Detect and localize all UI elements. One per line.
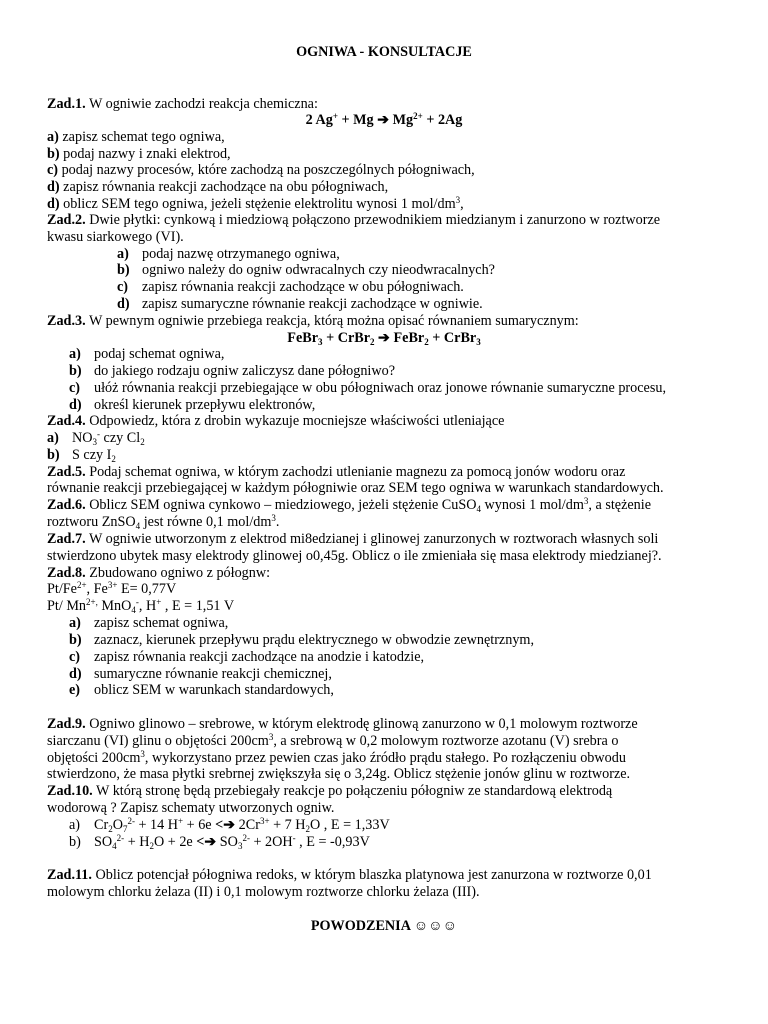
task-1-item-d: d) zapisz równania reakcji zachodzące na obu półogniwach, (47, 179, 389, 195)
task-4-intro: Zad.4. Odpowiedz, która z drobin wykazuje mocniejsze właściwości utleniające (47, 413, 505, 429)
document-page: OGNIWA - KONSULTACJE Zad.1. W ogniwie zachodzi reakcja chemiczna: 2 Ag+ + Mg ➔ $Mg^{2+} + 2Ag$ a) zapisz schemat tego ogniwa, b) podaj nazwy i znaki elektrod, c) podaj nazwy procesów, które zachodzą na poszczególnych półogniwach, d) zapisz równania reakcji zachodzące na obu półogniwach, d) oblicz SEM tego ogniwa, jeżeli stężenie elektrolitu wynosi 1 mol/$dm^3$, Zad.2. Dwie płytki: cynkową i miedziową połączono przewodnikiem miedzianym i zanurzono w roztworze kwasu siarkowego (VI). a) podaj nazwę otrzymanego ogniwa, b) ogniwo należy do ogniw odwracalnych czy nieodwracalnych? c) zapisz równania reakcji zachodzące w obu półogniwach. d) zapisz sumaryczne równanie reakcji zachodzące w ogniwie. Zad.3. W pewnym ogniwie przebiega reakcja, którą można opisać równaniem sumarycznym: FeBr$_3$ + CrBr$_2$ ➔ FeBr$_2$ + CrBr$_3$ a) podaj schemat ogniwa, b) do jakiego rodzaju ogniw zaliczysz dane półogniwo? c) ułóż równania reakcji przebiegające w obu półogniwach oraz jonowe równanie sumaryczne procesu, d) określ kierunek przepływu elektronów, Zad.4. Odpowiedz, która z drobin wykazuje mocniejsze właściwości utleniające a) $NO_3^-$ czy $Cl_2$ b) S czy $I_2$ Zad.5. Podaj schemat ogniwa, w którym zachodzi utlenianie magnezu za pomocą jonów wodoru oraz równanie reakcji przebiegającej w każdym półogniwie oraz SEM tego ogniwa w warunkach standardowych. Zad.6. Oblicz SEM ogniwa cynkowo – miedziowego, jeżeli stężenie CuSO$_4$ wynosi 1 mol/$dm^3$, a stężenie roztworu ZnSO$_4$ jest równe 0,1 mol/$dm^3$. Zad.7. W ogniwie utworzonym z elektrod mi8edzianej i glinowej zanurzonych w roztworach własnych soli stwierdzono ubytek masy elektrody glinowej o0,45g. Oblicz o ile zmieniała się masa elektrody miedzianej?. Zad.8. Zbudowano ogniwo z półognw: $Pt/Fe^{2+}$, $Fe^{3+}$ E= 0,77V Pt/ $Mn^{2+,}$ MnO$_4$-, H+ , E = 1,51 V a) zapisz schemat ogniwa, b) zaznacz, kierunek przepływu prądu elektrycznego w obwodzie zewnętrznym, c) zapisz równania reakcji zachodzące na anodzie i katodzie, d) sumaryczne równanie reakcji chemicznej, e) oblicz SEM w warunkach standardowych, Zad.9. Ogniwo glinowo – srebrowe, w którym elektrodę glinową zanurzono w 0,1 molowym roztworze siarczanu (VI) glinu o objętości $200cm^3$, a srebrową w 0,2 molowym roztworze azotanu (V) srebra o objętości $200cm^3$, wykorzystano przez pewien czas jako źródło prądu stałego. Po rozłączeniu obwodu stwierdzono, że masa płytki srebrnej zwiększyła się o 3,24g. Oblicz stężenie jonów glinu w roztworze. Zad.10. W którą stronę będą przebiegały reakcje po połączeniu półogniw ze standardową elektrodą wodorową ? Zapisz schematy utworzonych ogniw. a) $Cr_2O_7^{2-} + 14$ H+ + 6e <➔ $2Cr^{3+} + 7$ $H_2O$ , E = 1,33V b) $SO_4^{2-} + H_2O + 2e$ <➔ $SO_3^{2-} + 2OH^-$ , E = -0,93V Zad.11. Oblicz potencjał półogniwa redoks, w którym blaszka platynowa jest zanurzona w roztworze 0,01 molowym chlorku żelaza (II) i 0,1 molowym roztworze chlorku żelaza (III). POWODZENIA ☺☺☺ (0, 0, 768, 1024)
task-11-intro-cont: molowym chlorku żelaza (II) i 0,1 molowym roztworze chlorku żelaza (III). (47, 884, 480, 900)
task-9-line-4: stwierdzono, że masa płytki srebrnej zwiększyła się o 3,24g. Oblicz stężenie jonów glinu w roztworze. (47, 766, 631, 782)
task-10-intro-cont: wodorową ? Zapisz schematy utworzonych ogniw. (47, 800, 335, 816)
task-5-intro: Zad.5. Podaj schemat ogniwa, w którym zachodzi utlenianie magnezu za pomocą jonów wodoru oraz (47, 464, 626, 480)
task-6-intro-cont: roztworu ZnSO$_4$ jest równe 0,1 mol/$dm^3$. (47, 513, 280, 531)
page-title: OGNIWA - KONSULTACJE (296, 44, 472, 60)
task-9-intro: Zad.9. Ogniwo glinowo – srebrowe, w którym elektrodę glinową zanurzono w 0,1 molowym roztworze (47, 716, 638, 732)
task-1-item-a: a) zapisz schemat tego ogniwa, (47, 129, 225, 145)
task-11-intro: Zad.11. Oblicz potencjał półogniwa redoks, w którym blaszka platynowa jest zanurzona w roztworze 0,01 (47, 867, 652, 883)
task-3-intro: Zad.3. W pewnym ogniwie przebiega reakcja, którą można opisać równaniem sumarycznym: (47, 313, 579, 329)
task-7-intro: Zad.7. W ogniwie utworzonym z elektrod mi8edzianej i glinowej zanurzonych w roztworach własnych soli (47, 531, 659, 547)
task-5-intro-cont: równanie reakcji przebiegającej w każdym półogniwie oraz SEM tego ogniwa w warunkach standardowych. (47, 480, 664, 496)
task-6-intro: Zad.6. Oblicz SEM ogniwa cynkowo – miedziowego, jeżeli stężenie CuSO$_4$ wynosi 1 mol/$dm^3$, a stężenie (47, 496, 651, 514)
task-1-intro: Zad.1. W ogniwie zachodzi reakcja chemiczna: (47, 96, 318, 112)
task-8-halfcell-1: $Pt/Fe^{2+}$, $Fe^{3+}$ E= 0,77V (47, 580, 177, 597)
task-1-item-c: c) podaj nazwy procesów, które zachodzą na poszczególnych półogniwach, (47, 162, 475, 178)
task-9-line-3: objętości $200cm^3$, wykorzystano przez pewien czas jako źródło prądu stałego. Po rozłączeniu obwodu (47, 749, 626, 766)
task-1-item-d2: d) oblicz SEM tego ogniwa, jeżeli stężenie elektrolitu wynosi 1 mol/$dm^3$, (47, 195, 464, 212)
task-2-intro: Zad.2. Dwie płytki: cynkową i miedziową połączono przewodnikiem miedzianym i zanurzono w roztworze (47, 212, 661, 228)
footer-good-luck: POWODZENIA ☺☺☺ (310, 918, 458, 934)
task-1-item-b: b) podaj nazwy i znaki elektrod, (47, 146, 231, 162)
task-9-line-2: siarczanu (VI) glinu o objętości $200cm^3$, a srebrową w 0,2 molowym roztworze azotanu (V) srebra o (47, 732, 619, 749)
task-2-intro-cont: kwasu siarkowego (VI). (47, 229, 184, 245)
task-3-equation: FeBr$_3$ + CrBr$_2$ ➔ FeBr$_2$ + CrBr$_3$ (287, 330, 481, 347)
task-10-intro: Zad.10. W którą stronę będą przebiegały reakcje po połączeniu półogniw ze standardową elektrodą (47, 783, 613, 799)
task-8-intro: Zad.8. Zbudowano ogniwo z półognw: (47, 565, 271, 581)
task-8-halfcell-2: Pt/ $Mn^{2+,}$ MnO$_4$-, H+ , E = 1,51 V (47, 597, 235, 615)
task-1-equation: 2 Ag+ + Mg ➔ $Mg^{2+} + 2Ag$ (305, 111, 463, 128)
task-7-intro-cont: stwierdzono ubytek masy elektrody glinowej o0,45g. Oblicz o ile zmieniała się masa elektrody miedzianej?. (47, 548, 662, 564)
